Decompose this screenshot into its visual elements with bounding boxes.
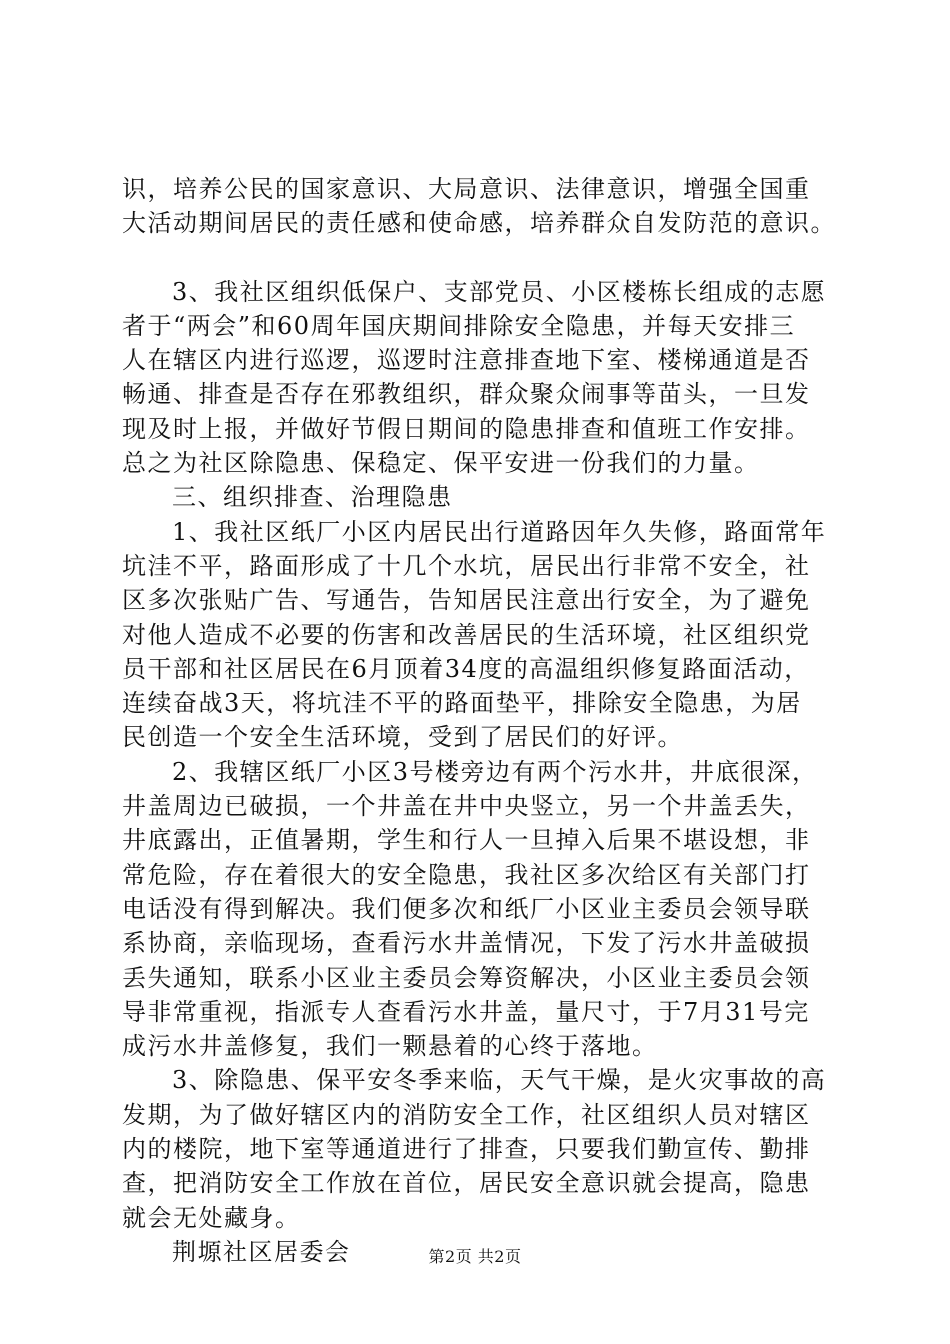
text-line: 发期，为了做好辖区内的消防安全工作，社区组织人员对辖区: [122, 1100, 811, 1129]
text-line: 坑洼不平，路面形成了十几个水坑，居民出行非常不安全，社: [122, 551, 811, 580]
text-line: 系协商，亲临现场，查看污水井盖情况，下发了污水井盖破损: [122, 929, 811, 958]
text-line: 导非常重视，指派专人查看污水井盖，量尺寸，于7月31号完: [122, 997, 810, 1026]
text-line: 丢失通知，联系小区业主委员会筹资解决，小区业主委员会领: [122, 963, 811, 992]
text-line: 大活动期间居民的责任感和使命感，培养群众自发防范的意识。: [122, 209, 836, 238]
text-line: 连续奋战3天，将坑洼不平的路面垫平，排除安全隐患，为居: [122, 689, 802, 718]
text-line: 井盖周边已破损，一个井盖在井中央竖立，另一个井盖丢失，: [122, 792, 811, 821]
document-body: [122, 172, 836, 1269]
text-line: 员干部和社区居民在6月顶着34度的高温组织修复路面活动，: [122, 654, 810, 683]
text-line: 1、我社区纸厂小区内居民出行道路因年久失修，路面常年: [172, 517, 827, 546]
text-line: 井底露出，正值暑期，学生和行人一旦掉入后果不堪设想，非: [122, 826, 811, 855]
text-line: 电话没有得到解决。我们便多次和纸厂小区业主委员会领导联: [122, 894, 811, 923]
signature-line: 荆塬社区居委会: [172, 1237, 351, 1266]
text-line: 者于“两会”和60周年国庆期间排除安全隐患，并每天安排三: [122, 311, 796, 340]
text-line: 3、除隐患、保平安冬季来临，天气干燥，是火灾事故的高: [172, 1066, 827, 1095]
text-line: 总之为社区除隐患、保稳定、保平安进一份我们的力量。: [122, 449, 760, 478]
text-line: 识，培养公民的国家意识、大局意识、法律意识，增强全国重: [122, 175, 811, 203]
page-number: 第2页 共2页: [428, 1247, 522, 1266]
text-line: 民创造一个安全生活环境，受到了居民们的好评。: [122, 723, 683, 752]
text-line: 就会无处藏身。: [122, 1203, 301, 1232]
text-line: 内的楼院，地下室等通道进行了排查，只要我们勤宣传、勤排: [122, 1135, 811, 1164]
text-line: 成污水井盖修复，我们一颗悬着的心终于落地。: [122, 1032, 658, 1061]
text-line: 对他人造成不必要的伤害和改善居民的生活环境，社区组织党: [122, 620, 811, 649]
text-line: 常危险，存在着很大的安全隐患，我社区多次给区有关部门打: [122, 860, 811, 889]
text-line: 人在辖区内进行巡逻，巡逻时注意排查地下室、楼梯通道是否: [122, 346, 811, 375]
page-footer: [0, 1247, 950, 1267]
section-heading: 三、组织排查、治理隐患: [172, 483, 453, 512]
text-line: 区多次张贴广告、写通告，告知居民注意出行安全，为了避免: [122, 586, 811, 615]
text-line: 现及时上报，并做好节假日期间的隐患排查和值班工作安排。: [122, 414, 811, 443]
text-line: 查，把消防安全工作放在首位，居民安全意识就会提高，隐患: [122, 1169, 811, 1198]
text-line: 3、我社区组织低保户、支部党员、小区楼栋长组成的志愿: [172, 277, 827, 306]
text-line: 2、我辖区纸厂小区3号楼旁边有两个污水井，井底很深，: [172, 757, 818, 786]
paragraph-gap: [122, 241, 832, 275]
text-line: 畅通、排查是否存在邪教组织，群众聚众闹事等苗头，一旦发: [122, 380, 811, 409]
